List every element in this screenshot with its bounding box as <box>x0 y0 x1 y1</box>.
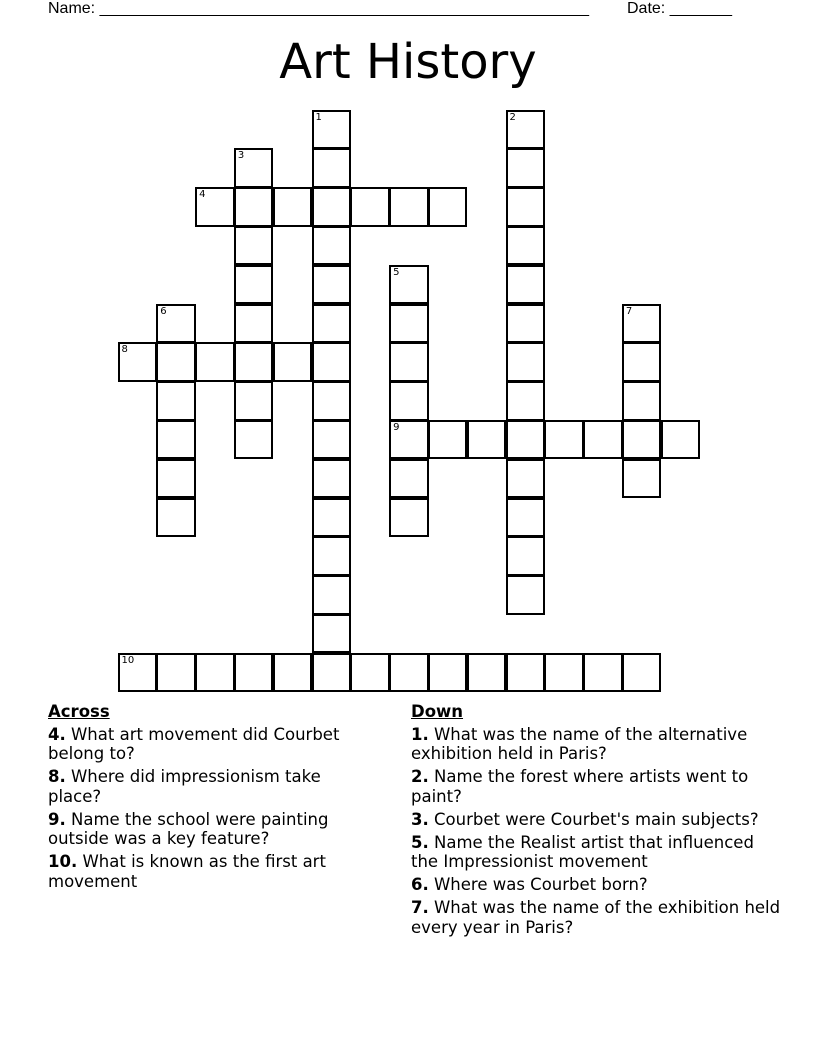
grid-cell[interactable] <box>506 187 546 227</box>
date-field-label: Date: _______ <box>627 0 732 17</box>
across-clues <box>48 702 378 895</box>
grid-cell[interactable] <box>156 498 196 538</box>
down-clues <box>411 702 781 941</box>
grid-cell[interactable] <box>195 653 235 693</box>
grid-cell[interactable] <box>312 536 352 576</box>
clue-text: What was the name of the exhibition held every year in Paris? <box>411 898 781 937</box>
clue-number-label: 6 <box>160 305 167 317</box>
grid-cell[interactable] <box>428 187 468 227</box>
grid-cell[interactable] <box>156 420 196 460</box>
grid-cell[interactable] <box>622 304 662 344</box>
clue-number: 8. <box>48 767 66 786</box>
clue-number: 10. <box>48 852 78 871</box>
clue-number-label: 9 <box>393 421 400 433</box>
clue-text: Name the school were painting outside was a key feature? <box>48 809 329 848</box>
clue-number-label: 3 <box>237 150 245 162</box>
grid-cell[interactable] <box>234 265 274 305</box>
clue-number: 4. <box>48 724 66 744</box>
clue-number: 2. <box>411 767 429 786</box>
clue-number: 7. <box>411 898 429 917</box>
grid-cell[interactable] <box>312 575 352 615</box>
down-clue <box>411 898 781 937</box>
grid-cell[interactable] <box>583 420 623 460</box>
grid-cell[interactable] <box>234 226 274 266</box>
grid-cell[interactable] <box>506 498 546 538</box>
grid-cell[interactable] <box>312 498 352 538</box>
down-clue <box>411 810 781 830</box>
page-title: Art History <box>279 34 537 90</box>
grid-cell[interactable] <box>312 148 352 188</box>
across-heading: Across <box>48 702 110 721</box>
grid-cell[interactable] <box>622 381 662 421</box>
clue-number: 1. <box>411 724 429 744</box>
grid-cell[interactable] <box>312 653 352 693</box>
grid-cell[interactable] <box>428 653 468 693</box>
grid-cell[interactable] <box>156 342 196 382</box>
grid-cell[interactable] <box>156 381 196 421</box>
grid-cell[interactable] <box>389 187 429 227</box>
grid-cell[interactable] <box>234 381 274 421</box>
grid-cell[interactable] <box>506 575 546 615</box>
grid-cell[interactable] <box>622 653 662 693</box>
grid-cell[interactable] <box>389 498 429 538</box>
grid-cell[interactable] <box>506 536 546 576</box>
grid-cell[interactable] <box>389 342 429 382</box>
grid-cell[interactable] <box>312 265 352 305</box>
across-clue <box>48 767 378 806</box>
grid-cell[interactable] <box>312 459 352 499</box>
grid-cell[interactable] <box>350 187 390 227</box>
down-clue <box>411 875 781 895</box>
grid-cell[interactable] <box>506 653 546 693</box>
grid-cell[interactable] <box>234 148 274 188</box>
grid-cell[interactable] <box>234 420 274 460</box>
grid-cell[interactable] <box>312 381 352 421</box>
grid-cell[interactable] <box>622 342 662 382</box>
grid-cell[interactable] <box>156 459 196 499</box>
grid-cell[interactable] <box>118 342 158 382</box>
grid-cell[interactable] <box>312 342 352 382</box>
grid-cell[interactable] <box>312 614 352 654</box>
clue-number-label: 10 <box>121 654 135 666</box>
clue-text: What was the name of the alternative exhibition held in Paris? <box>411 724 748 763</box>
grid-cell[interactable] <box>389 304 429 344</box>
across-clue <box>48 810 378 849</box>
grid-cell[interactable] <box>312 226 352 266</box>
grid-cell[interactable] <box>583 653 623 693</box>
clue-number-label: 4 <box>199 189 206 201</box>
grid-cell[interactable] <box>506 226 546 266</box>
grid-cell[interactable] <box>234 187 274 227</box>
grid-cell[interactable] <box>389 265 429 305</box>
clue-text: What is known as the first art movement <box>48 852 326 891</box>
clue-number: 9. <box>48 809 66 829</box>
grid-cell[interactable] <box>273 342 313 382</box>
grid-cell[interactable] <box>156 653 196 693</box>
grid-cell[interactable] <box>661 420 701 460</box>
name-field-label: Name: _______________________________________________________ <box>48 0 589 17</box>
grid-cell[interactable] <box>506 342 546 382</box>
grid-cell[interactable] <box>428 420 468 460</box>
grid-cell[interactable] <box>506 110 546 150</box>
grid-cell[interactable] <box>544 653 584 693</box>
clue-text: What art movement did Courbet belong to? <box>48 724 340 763</box>
across-clue <box>48 852 378 891</box>
grid-cell[interactable] <box>506 381 546 421</box>
grid-cell[interactable] <box>312 110 352 150</box>
grid-cell[interactable] <box>312 187 352 227</box>
clue-number-label: 7 <box>625 305 633 317</box>
grid-cell[interactable] <box>312 420 352 460</box>
clue-text: Courbet were Courbet's main subjects? <box>428 809 759 829</box>
grid-cell[interactable] <box>506 420 546 460</box>
down-clue <box>411 767 781 806</box>
clue-text: Name the forest where artists went to paint? <box>411 767 749 806</box>
grid-cell[interactable] <box>506 148 546 188</box>
clue-text: Name the Realist artist that influenced the Impressionist movement <box>411 832 754 871</box>
down-clue <box>411 833 781 872</box>
grid-cell[interactable] <box>234 304 274 344</box>
clue-number-label: 1 <box>315 111 322 123</box>
clue-text: Where did impressionism take place? <box>48 767 321 806</box>
down-heading: Down <box>411 702 464 721</box>
grid-cell[interactable] <box>389 653 429 693</box>
grid-cell[interactable] <box>312 304 352 344</box>
grid-cell[interactable] <box>195 187 235 227</box>
clue-number: 5. <box>411 832 429 852</box>
grid-cell[interactable] <box>506 304 546 344</box>
grid-cell[interactable] <box>389 381 429 421</box>
grid-cell[interactable] <box>622 420 662 460</box>
grid-cell[interactable] <box>156 304 196 344</box>
grid-cell[interactable] <box>118 653 158 693</box>
grid-cell[interactable] <box>467 420 507 460</box>
grid-cell[interactable] <box>234 653 274 693</box>
down-clue <box>411 725 781 764</box>
grid-cell[interactable] <box>195 342 235 382</box>
clue-number-label: 5 <box>393 266 400 278</box>
grid-cell[interactable] <box>273 187 313 227</box>
grid-cell[interactable] <box>622 459 662 499</box>
grid-cell[interactable] <box>544 420 584 460</box>
grid-cell[interactable] <box>506 459 546 499</box>
grid-cell[interactable] <box>234 342 274 382</box>
clue-number: 3. <box>411 809 429 829</box>
clue-text: Where was Courbet born? <box>428 875 648 894</box>
across-clue <box>48 725 378 764</box>
grid-cell[interactable] <box>467 653 507 693</box>
grid-cell[interactable] <box>389 459 429 499</box>
clue-number: 6. <box>411 875 429 894</box>
clue-number-label: 2 <box>509 111 516 123</box>
grid-cell[interactable] <box>506 265 546 305</box>
grid-cell[interactable] <box>350 653 390 693</box>
clue-number-label: 8 <box>121 344 128 356</box>
grid-cell[interactable] <box>273 653 313 693</box>
grid-cell[interactable] <box>389 420 429 460</box>
